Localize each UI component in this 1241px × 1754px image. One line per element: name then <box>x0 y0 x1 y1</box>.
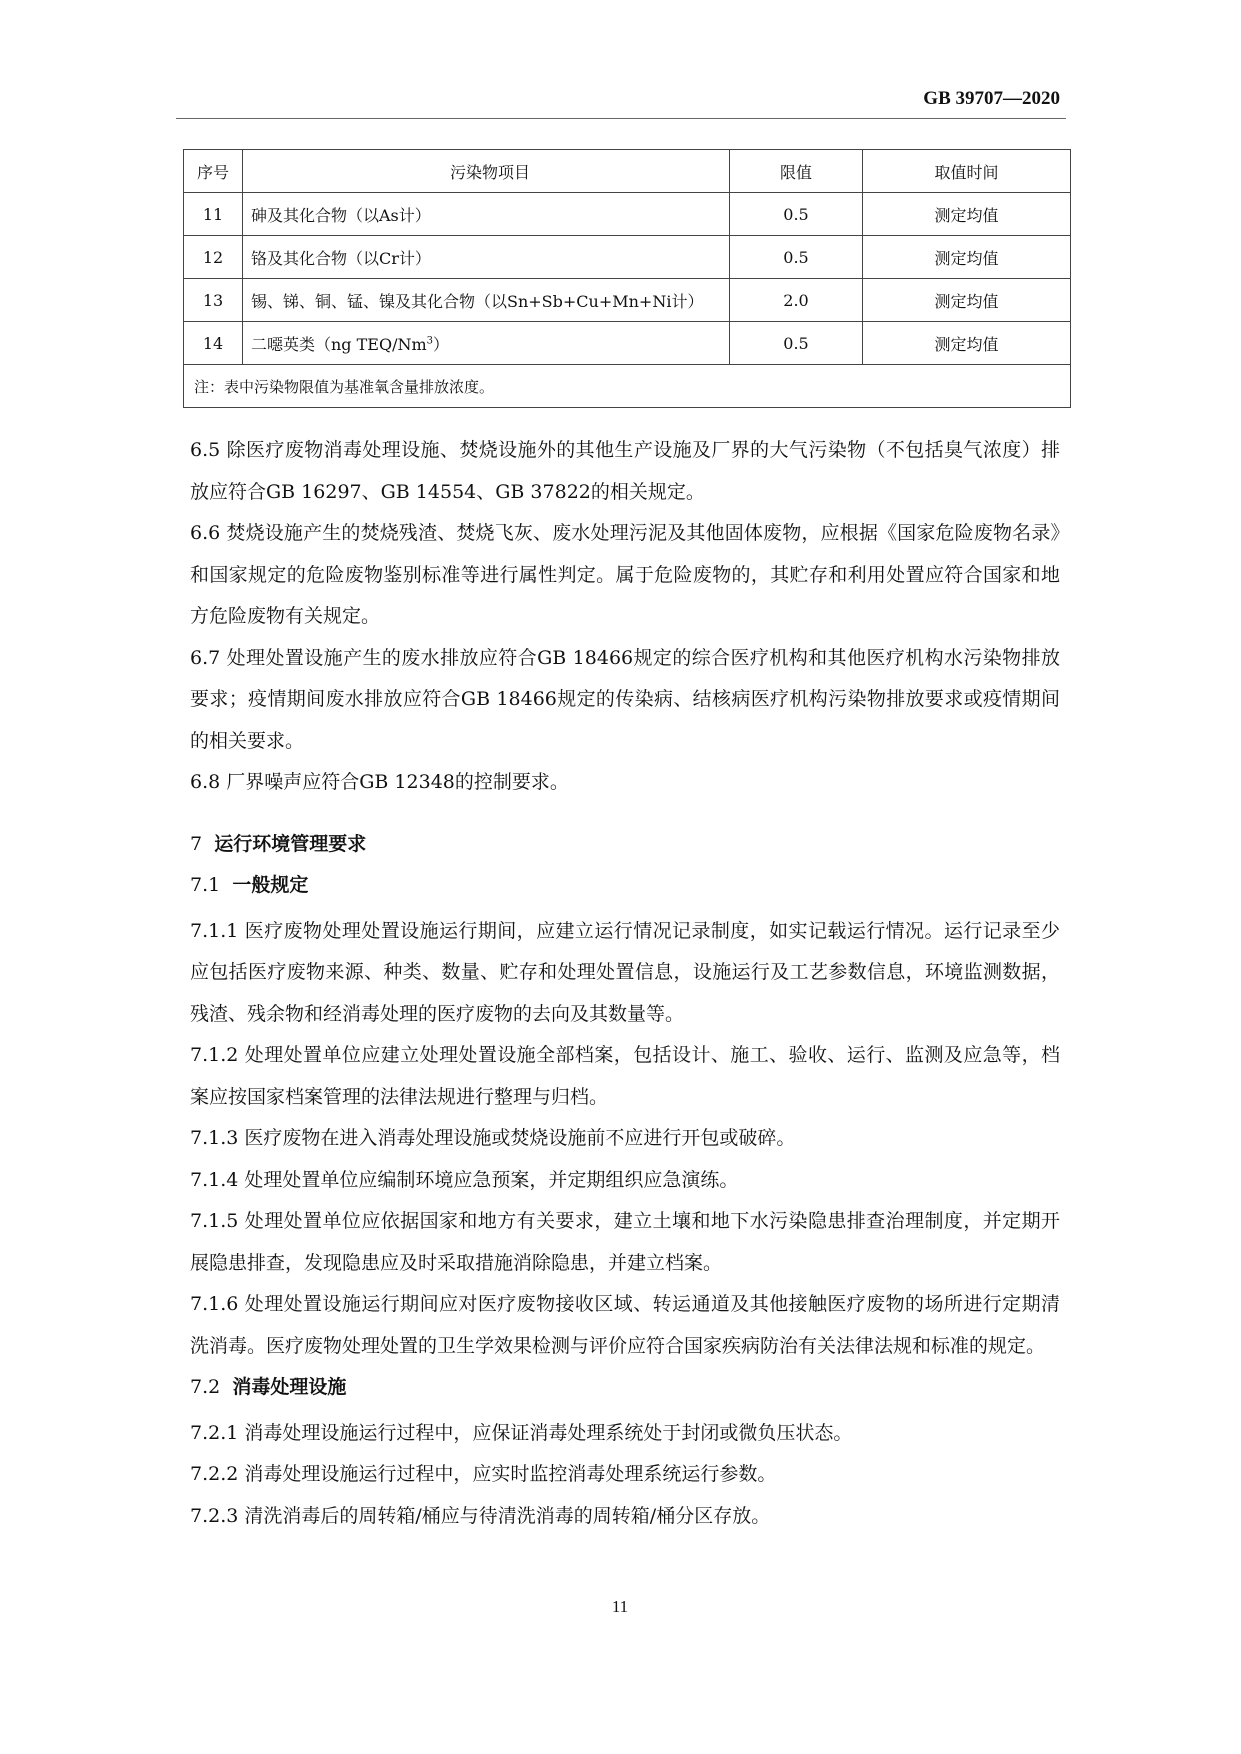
document-body <box>190 430 1060 1537</box>
clause-7-1-3: 7.1.3 医疗废物在进入消毒处理设施或焚烧设施前不应进行开包或破碎。 <box>190 1127 796 1149</box>
cell-item: 砷及其化合物（以As计） <box>243 193 730 236</box>
clause-6-7: 6.7 处理处置设施产生的废水排放应符合GB 18466规定的综合医疗机构和其他医疗机构水污染物排放要求；疫情期间废水排放应符合GB 18466规定的传染病、结核病医疗机构污染物排放要求或疫情期间的相关要求。 <box>190 646 1060 752</box>
cell-no: 12 <box>184 236 243 279</box>
cell-no: 11 <box>184 193 243 236</box>
standard-code-header: GB 39707—2020 <box>923 88 1060 109</box>
cell-limit: 0.5 <box>730 322 863 365</box>
clause-7-2-1: 7.2.1 消毒处理设施运行过程中，应保证消毒处理系统处于封闭或微负压状态。 <box>190 1421 853 1444</box>
clause-7-1-1: 7.1.1 医疗废物处理处置设施运行期间，应建立运行情况记录制度，如实记载运行情况。运行记录至少应包括医疗废物来源、种类、数量、贮存和处理处置信息，设施运行及工艺参数信息，环境监测数据，残渣、残余物和经消毒处理的医疗废物的去向及其数量等。 <box>190 919 1060 1025</box>
table-row <box>184 322 1071 365</box>
clause-7-1-5: 7.1.5 处理处置单位应依据国家和地方有关要求，建立土壤和地下水污染隐患排查治理制度，并定期开展隐患排查，发现隐患应及时采取措施消除隐患，并建立档案。 <box>190 1210 1060 1274</box>
table-row <box>184 193 1071 236</box>
pollutant-limit-table <box>183 149 1071 408</box>
cell-item <box>243 322 730 365</box>
section-7-1-heading <box>190 865 1060 907</box>
section-7-1-title: 一般规定 <box>232 874 309 896</box>
col-header-time: 取值时间 <box>863 150 1071 193</box>
table-note-row <box>184 365 1071 408</box>
cell-item: 锡、锑、铜、锰、镍及其化合物（以Sn+Sb+Cu+Mn+Ni计） <box>243 279 730 322</box>
table-note: 注：表中污染物限值为基准氧含量排放浓度。 <box>184 365 1071 408</box>
cell-time: 测定均值 <box>863 236 1071 279</box>
table-row <box>184 236 1071 279</box>
section-7-heading <box>190 824 1060 866</box>
clause-7-1-6: 7.1.6 处理处置设施运行期间应对医疗废物接收区域、转运通道及其他接触医疗废物的场所进行定期清洗消毒。医疗废物处理处置的卫生学效果检测与评价应符合国家疾病防治有关法律法规和标准的规定。 <box>190 1293 1060 1357</box>
cell-limit: 0.5 <box>730 236 863 279</box>
section-gap <box>190 804 1060 824</box>
clause-6-8: 6.8 厂界噪声应符合GB 12348的控制要求。 <box>190 771 569 793</box>
clause-6-6: 6.6 焚烧设施产生的焚烧残渣、焚烧飞灰、废水处理污泥及其他固体废物，应根据《国家危险废物名录》和国家规定的危险废物鉴别标准等进行属性判定。属于危险废物的，其贮存和利用处置应符合国家和地方危险废物有关规定。 <box>190 522 1060 627</box>
section-7-number: 7 <box>190 832 203 855</box>
section-7-title: 运行环境管理要求 <box>214 832 367 855</box>
page-number: 11 <box>611 1597 629 1616</box>
cell-no: 14 <box>184 322 243 365</box>
cell-time: 测定均值 <box>863 279 1071 322</box>
cell-no: 13 <box>184 279 243 322</box>
section-7-2-number: 7.2 <box>190 1376 221 1398</box>
clause-6-5: 6.5 除医疗废物消毒处理设施、焚烧设施外的其他生产设施及厂界的大气污染物（不包括臭气浓度）排放应符合GB 16297、GB 14554、GB 37822的相关规定。 <box>190 439 1060 503</box>
section-7-2-heading <box>190 1367 1060 1409</box>
item-text: 二噁英类（ng TEQ/Nm <box>251 334 427 354</box>
header-rule <box>176 118 1066 119</box>
cell-item: 铬及其化合物（以Cr计） <box>243 236 730 279</box>
cell-limit: 0.5 <box>730 193 863 236</box>
table-header-row <box>184 150 1071 193</box>
cell-limit: 2.0 <box>730 279 863 322</box>
item-superscript: 3 <box>426 335 434 347</box>
col-header-limit: 限值 <box>730 150 863 193</box>
clause-7-2-3: 7.2.3 清洗消毒后的周转箱/桶应与待清洗消毒的周转箱/桶分区存放。 <box>190 1504 771 1527</box>
col-header-no: 序号 <box>184 150 243 193</box>
section-7-2-title: 消毒处理设施 <box>232 1376 347 1398</box>
clause-7-1-4: 7.1.4 处理处置单位应编制环境应急预案，并定期组织应急演练。 <box>190 1168 739 1191</box>
col-header-item: 污染物项目 <box>243 150 730 193</box>
section-7-1-number: 7.1 <box>190 874 221 896</box>
clause-7-2-2: 7.2.2 消毒处理设施运行过程中，应实时监控消毒处理系统运行参数。 <box>190 1463 777 1485</box>
cell-time: 测定均值 <box>863 193 1071 236</box>
table-row <box>184 279 1071 322</box>
cell-time: 测定均值 <box>863 322 1071 365</box>
item-text-suffix: ） <box>433 334 450 354</box>
clause-7-1-2: 7.1.2 处理处置单位应建立处理处置设施全部档案，包括设计、施工、验收、运行、监测及应急等，档案应按国家档案管理的法律法规进行整理与归档。 <box>190 1044 1060 1108</box>
